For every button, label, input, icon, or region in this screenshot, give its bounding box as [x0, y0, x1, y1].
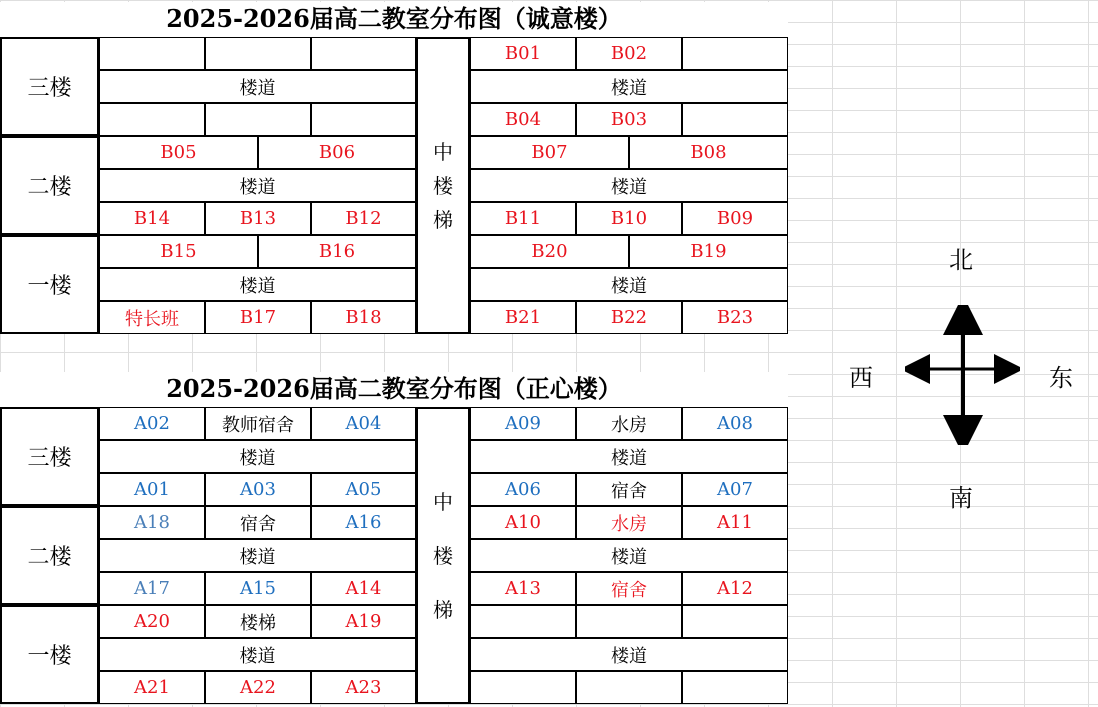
classroom-cell: B12	[311, 202, 416, 235]
classroom-cell: B23	[682, 301, 788, 334]
stairwell-char: 中	[433, 489, 453, 514]
classroom-cell: B08	[629, 136, 788, 169]
floor-label: 三楼	[0, 37, 99, 136]
classroom-cell: A22	[205, 671, 311, 704]
classroom-cell: 水房	[576, 506, 682, 539]
classroom-cell	[205, 37, 311, 70]
floor-label: 一楼	[0, 605, 99, 704]
central-stairwell	[416, 407, 470, 704]
classroom-cell: A21	[99, 671, 205, 704]
classroom-cell: B03	[576, 103, 682, 136]
classroom-cell: A16	[311, 506, 416, 539]
classroom-cell: A11	[682, 506, 788, 539]
classroom-cell	[99, 103, 205, 136]
building-title: 2025-2026届高二教室分布图（诚意楼）	[0, 2, 788, 38]
corridor-east: 楼道	[470, 268, 788, 301]
corridor-east: 楼道	[470, 70, 788, 103]
classroom-cell	[311, 37, 416, 70]
classroom-cell: B06	[258, 136, 416, 169]
classroom-cell: A17	[99, 572, 205, 605]
classroom-cell: A14	[311, 572, 416, 605]
classroom-cell: B17	[205, 301, 311, 334]
compass-north-label: 北	[949, 246, 973, 274]
classroom-cell	[470, 671, 576, 704]
classroom-cell: 特长班	[99, 301, 205, 334]
compass-arrows-icon	[905, 305, 1020, 445]
floor-label: 一楼	[0, 235, 99, 334]
classroom-cell	[99, 37, 205, 70]
classroom-cell	[470, 605, 576, 638]
classroom-cell: A10	[470, 506, 576, 539]
floor-label: 二楼	[0, 136, 99, 235]
classroom-cell	[682, 103, 788, 136]
corridor-west: 楼道	[99, 70, 416, 103]
corridor-west: 楼道	[99, 539, 416, 572]
stairwell-char: 梯	[433, 597, 453, 622]
classroom-cell	[576, 605, 682, 638]
classroom-cell: B14	[99, 202, 205, 235]
classroom-cell: B16	[258, 235, 416, 268]
classroom-cell: A07	[682, 473, 788, 506]
classroom-cell: A12	[682, 572, 788, 605]
corridor-east: 楼道	[470, 539, 788, 572]
stairwell-char: 梯	[433, 207, 453, 232]
classroom-cell: A02	[99, 407, 205, 440]
compass-south-label: 南	[949, 484, 973, 512]
corridor-west: 楼道	[99, 638, 416, 671]
central-stairwell	[416, 37, 470, 334]
classroom-cell: 楼梯	[205, 605, 311, 638]
corridor-east: 楼道	[470, 638, 788, 671]
classroom-cell: A19	[311, 605, 416, 638]
classroom-cell	[311, 103, 416, 136]
classroom-cell: B22	[576, 301, 682, 334]
classroom-cell: B19	[629, 235, 788, 268]
classroom-cell: B11	[470, 202, 576, 235]
classroom-cell: A18	[99, 506, 205, 539]
classroom-cell: A01	[99, 473, 205, 506]
stairwell-char: 中	[433, 139, 453, 164]
floor-label: 二楼	[0, 506, 99, 605]
classroom-cell: B09	[682, 202, 788, 235]
classroom-cell: A08	[682, 407, 788, 440]
corridor-west: 楼道	[99, 440, 416, 473]
classroom-cell: B15	[99, 235, 258, 268]
classroom-cell: 宿舍	[576, 473, 682, 506]
classroom-cell: B05	[99, 136, 258, 169]
corridor-west: 楼道	[99, 169, 416, 202]
classroom-cell: B20	[470, 235, 629, 268]
classroom-cell: 教师宿舍	[205, 407, 311, 440]
classroom-cell: A04	[311, 407, 416, 440]
classroom-cell: A06	[470, 473, 576, 506]
classroom-cell: 宿舍	[576, 572, 682, 605]
classroom-cell: 水房	[576, 407, 682, 440]
building-title: 2025-2026届高二教室分布图（正心楼）	[0, 372, 788, 408]
classroom-cell: 宿舍	[205, 506, 311, 539]
stairwell-char: 楼	[433, 173, 453, 198]
classroom-cell: A03	[205, 473, 311, 506]
classroom-cell: A20	[99, 605, 205, 638]
corridor-east: 楼道	[470, 169, 788, 202]
stairwell-char: 楼	[433, 543, 453, 568]
classroom-cell: B02	[576, 37, 682, 70]
classroom-cell: A05	[311, 473, 416, 506]
classroom-cell: A15	[205, 572, 311, 605]
classroom-cell: B13	[205, 202, 311, 235]
classroom-cell	[682, 605, 788, 638]
classroom-cell: A23	[311, 671, 416, 704]
classroom-cell: B04	[470, 103, 576, 136]
floor-label: 三楼	[0, 407, 99, 506]
classroom-cell: B07	[470, 136, 629, 169]
corridor-east: 楼道	[470, 440, 788, 473]
compass-east-label: 东	[1049, 364, 1073, 392]
classroom-cell	[576, 671, 682, 704]
classroom-cell: B21	[470, 301, 576, 334]
classroom-cell	[682, 37, 788, 70]
classroom-cell	[205, 103, 311, 136]
classroom-cell	[682, 671, 788, 704]
classroom-cell: B10	[576, 202, 682, 235]
classroom-cell: B18	[311, 301, 416, 334]
corridor-west: 楼道	[99, 268, 416, 301]
classroom-cell: A13	[470, 572, 576, 605]
classroom-cell: A09	[470, 407, 576, 440]
compass-west-label: 西	[849, 364, 873, 392]
classroom-cell: B01	[470, 37, 576, 70]
